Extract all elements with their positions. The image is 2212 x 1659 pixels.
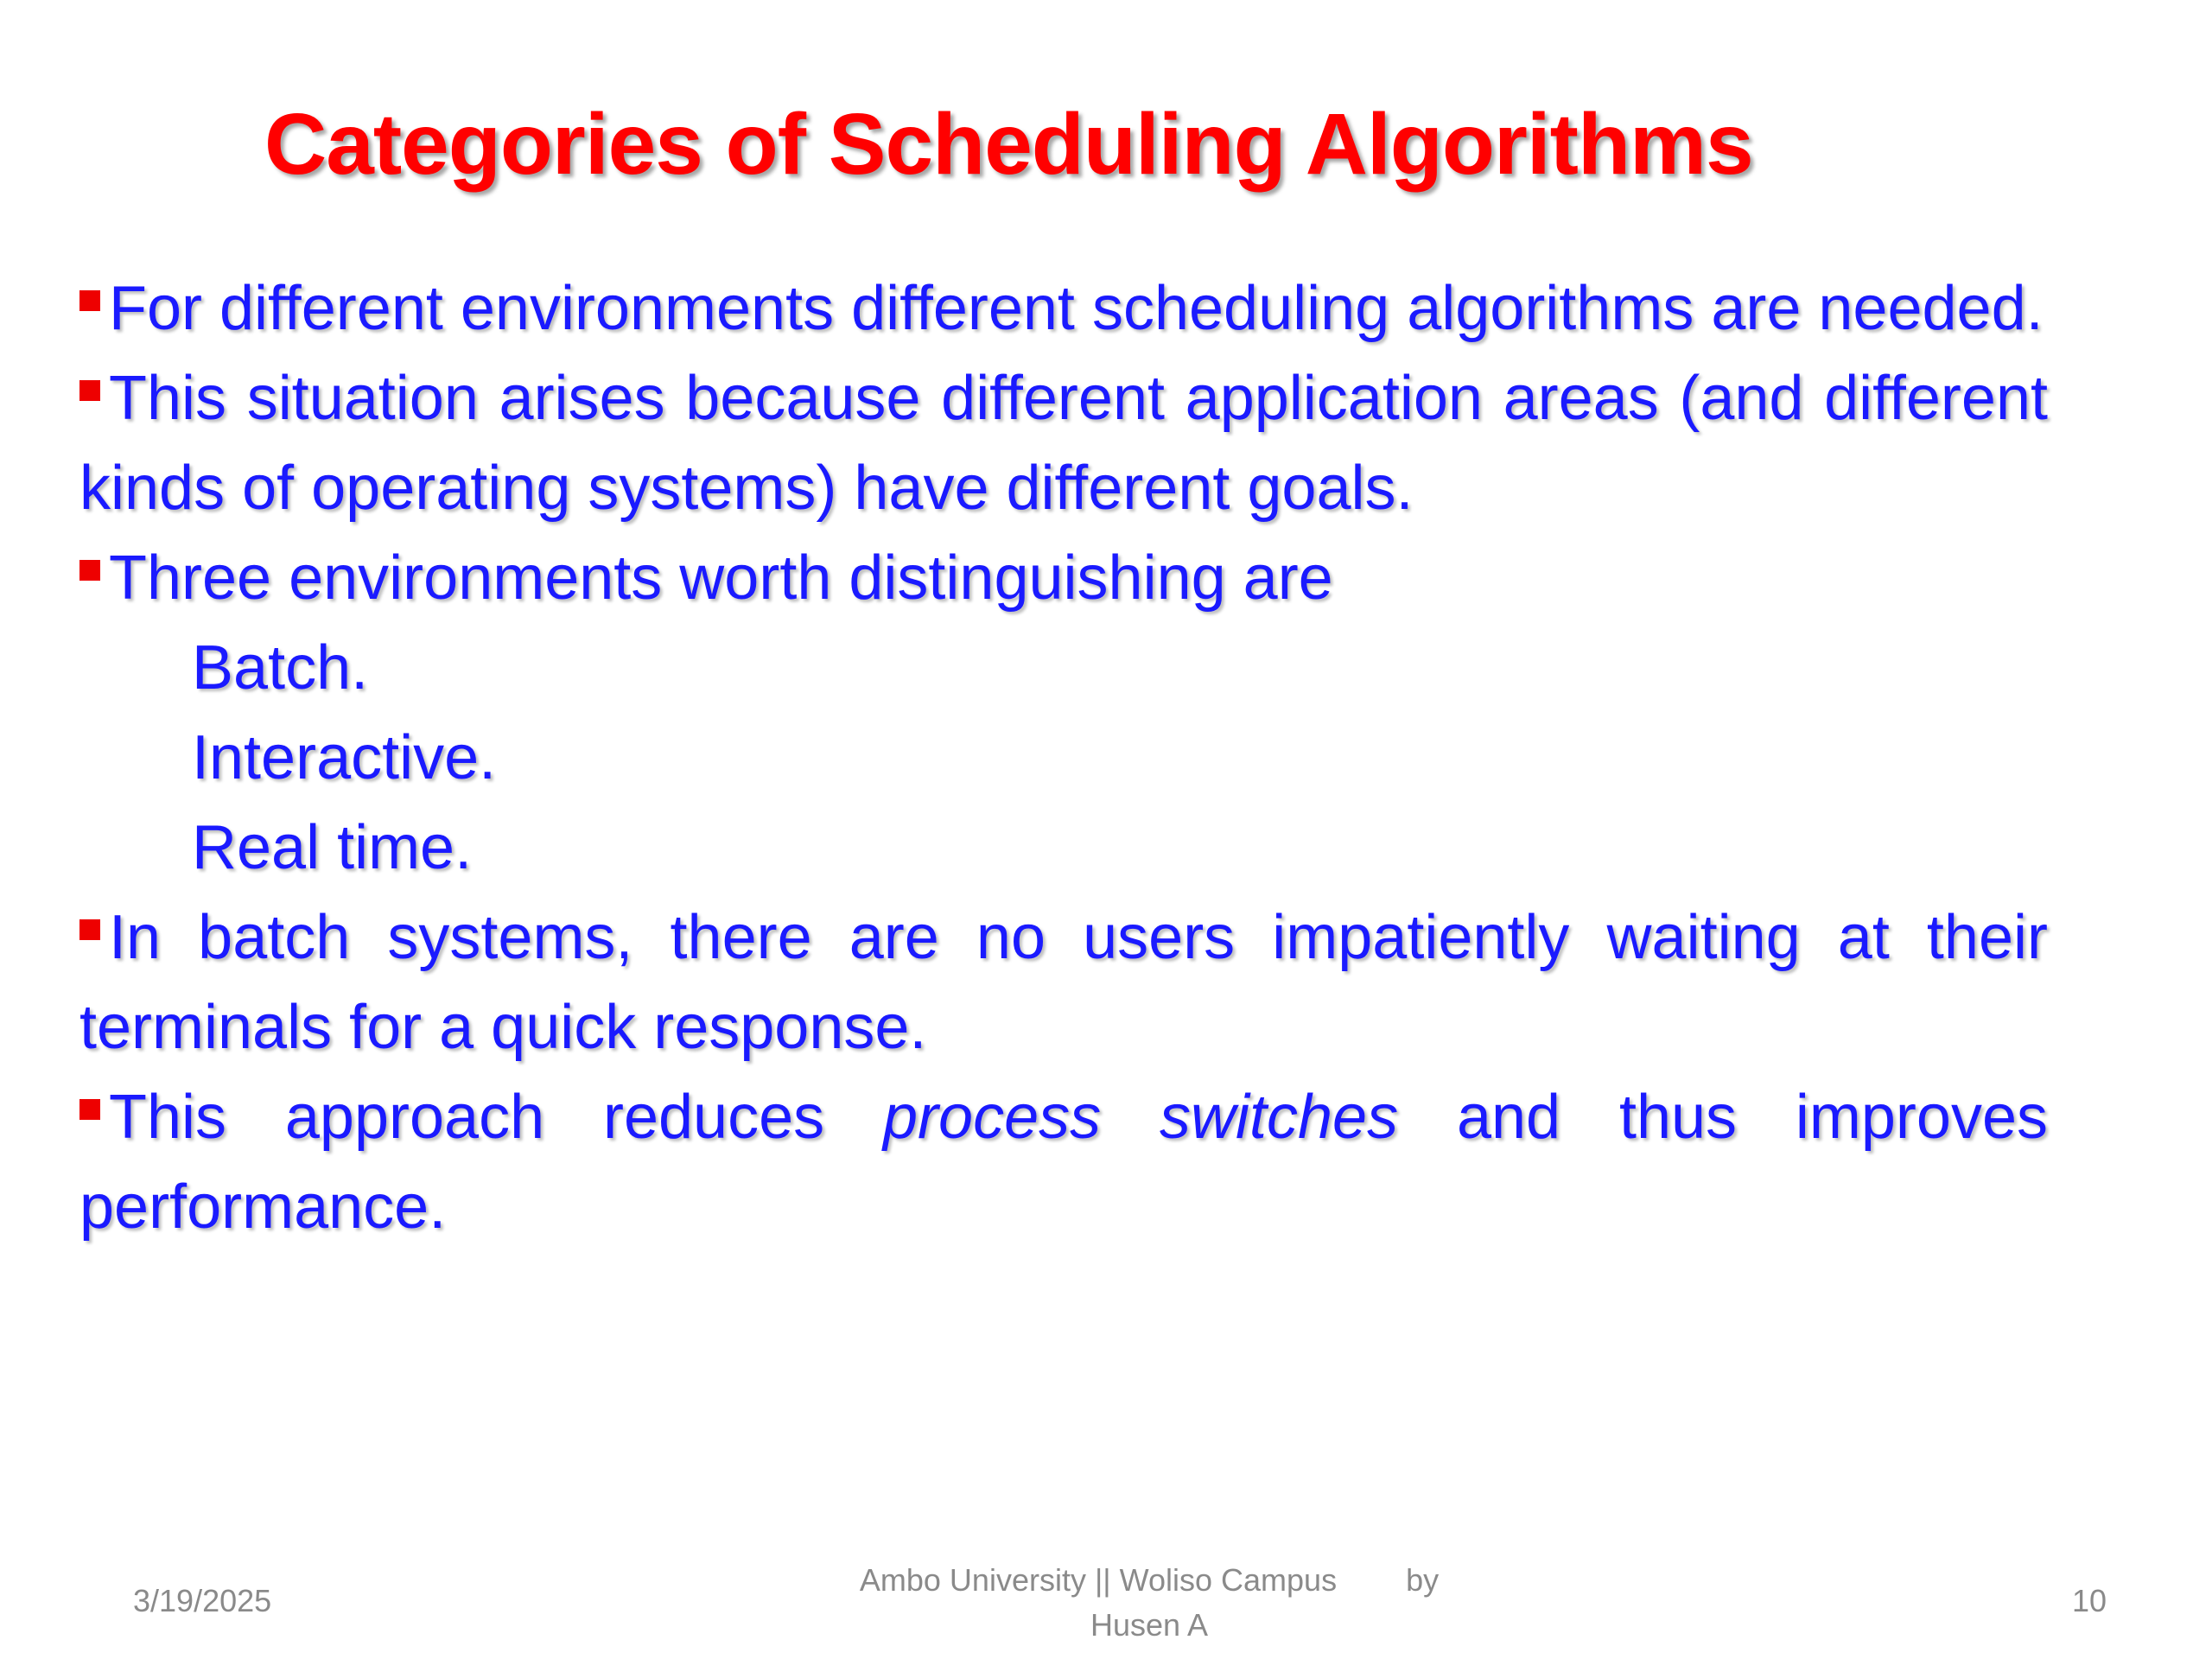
page-number: 10 — [2071, 1583, 2107, 1618]
footer-center-line1: Ambo University || Woliso Campus by — [859, 1562, 1440, 1598]
bullet-text-before: This approach reduces — [109, 1083, 884, 1152]
sub-item-real-time: Real time. — [192, 813, 473, 882]
slide-title: Categories of Scheduling Algorithms — [264, 96, 1753, 193]
bullet-item — [79, 1072, 2048, 1252]
footer-date: 3/19/2025 — [133, 1583, 272, 1618]
bullet-item — [79, 353, 2048, 533]
bullet-text: For different environments different scheduling algorithms are needed. — [109, 274, 2044, 343]
bullet-emphasis: process switches — [883, 1083, 1399, 1152]
bullet-item — [79, 264, 2048, 353]
footer-center — [760, 1558, 1538, 1648]
bullet-text: In batch systems, there are no users impatiently waiting at their terminals for a quick response. — [79, 903, 2048, 1062]
bullet-text-after: and thus improves performance. — [79, 1083, 2048, 1242]
sub-item-batch: Batch. — [192, 633, 369, 702]
square-bullet-icon — [79, 290, 100, 311]
bullet-text: Three environments worth distinguishing are — [109, 543, 1333, 613]
footer-center-line2: Husen A — [1090, 1607, 1209, 1643]
square-bullet-icon — [79, 560, 100, 581]
square-bullet-icon — [79, 380, 100, 401]
slide-body — [79, 264, 2048, 1252]
bullet-item — [79, 533, 2048, 623]
sub-item-interactive: Interactive. — [192, 723, 497, 792]
square-bullet-icon — [79, 919, 100, 940]
square-bullet-icon — [79, 1099, 100, 1120]
bullet-text: This situation arises because different application areas (and different kinds of operating systems) have different goals. — [79, 364, 2048, 523]
bullet-item — [79, 893, 2048, 1072]
